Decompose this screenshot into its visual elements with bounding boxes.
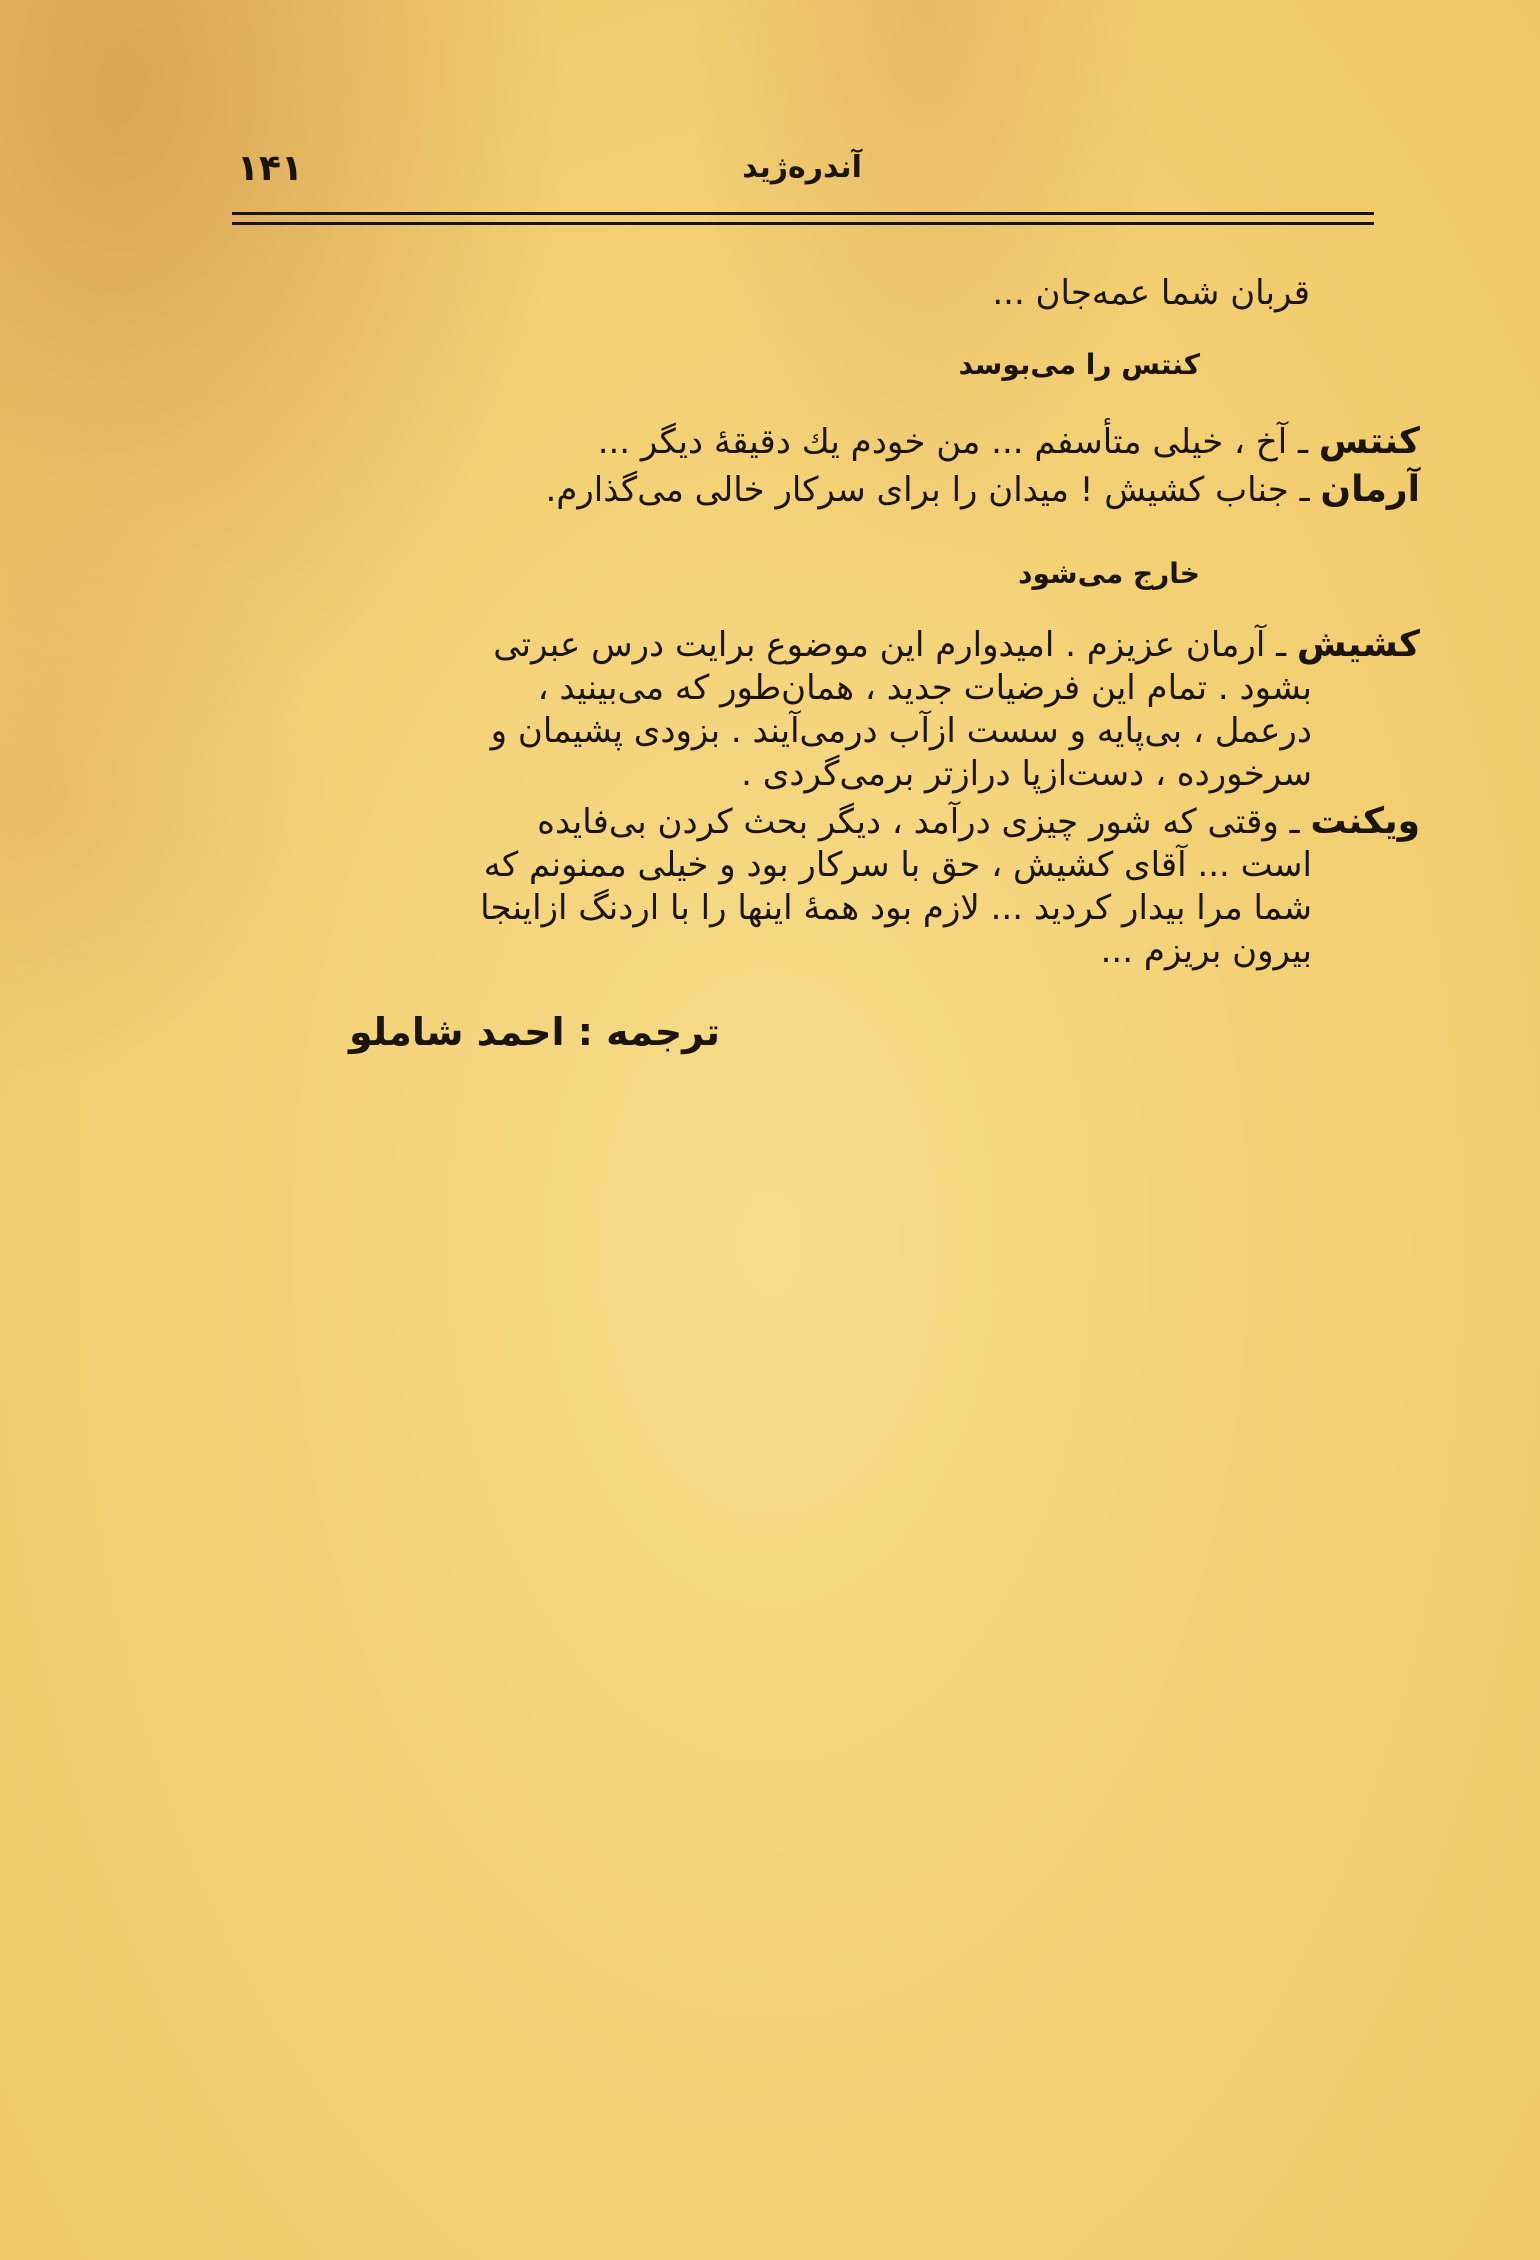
opening-line: قربان شما عمه‌جان ...: [992, 273, 1310, 313]
dialogue-text: بیرون بریزم ...: [1100, 931, 1312, 971]
translator-credit: ترجمه : احمد شاملو: [348, 1010, 720, 1054]
dialogue-text: ـ آرمان عزیزم . امیدوارم این موضوع برایت درس عبرتی: [493, 625, 1287, 665]
dialogue-text: ـ جناب کشیش ! میدان را برای سرکار خالی می‌گذارم.: [545, 470, 1310, 510]
dialogue-line: [220, 420, 1420, 464]
dialogue-text: سرخورده ، دست‌ازپا درازتر برمی‌گردی .: [741, 754, 1312, 794]
dialogue-text: است ... آقای کشیش ، حق با سرکار بود و خیلی ممنونم که: [483, 845, 1312, 885]
dialogue-block: [220, 623, 1420, 796]
dialogue-text: شما مرا بیدار کردید ... لازم بود همهٔ اینها را با اردنگ ازاینجا: [480, 888, 1312, 928]
dialogue-text: ـ وقتی که شور چیزی درآمد ، دیگر بحث کردن بی‌فایده: [537, 802, 1300, 842]
header-rule-bottom: [232, 222, 1374, 225]
page-number: ۱۴۱: [237, 148, 303, 189]
dialogue-text: ـ آخ ، خیلی متأسفم ... من خودم یك دقیقهٔ دیگر ...: [597, 422, 1308, 462]
stage-direction: کنتس را می‌بوسد: [958, 348, 1200, 381]
dialogue-line: [220, 468, 1420, 512]
speaker-name: کشیش: [1296, 624, 1420, 665]
header-rule-top: [232, 212, 1374, 215]
speaker-name: کنتس: [1318, 421, 1420, 462]
page-header: [232, 148, 1372, 208]
running-title: آندره‌ژید: [742, 150, 862, 185]
speaker-name: آرمان: [1320, 469, 1420, 510]
dialogue-text: بشود . تمام این فرضیات جدید ، همان‌طور که می‌بینید ،: [537, 668, 1312, 708]
speaker-name: ویکنت: [1310, 801, 1420, 842]
dialogue-block: [220, 800, 1420, 973]
stage-direction: خارج می‌شود: [1018, 557, 1200, 590]
dialogue-text: درعمل ، بی‌پایه و سست ازآب درمی‌آیند . بزودی پشیمان و: [490, 711, 1312, 751]
page-body: [220, 238, 1420, 1054]
